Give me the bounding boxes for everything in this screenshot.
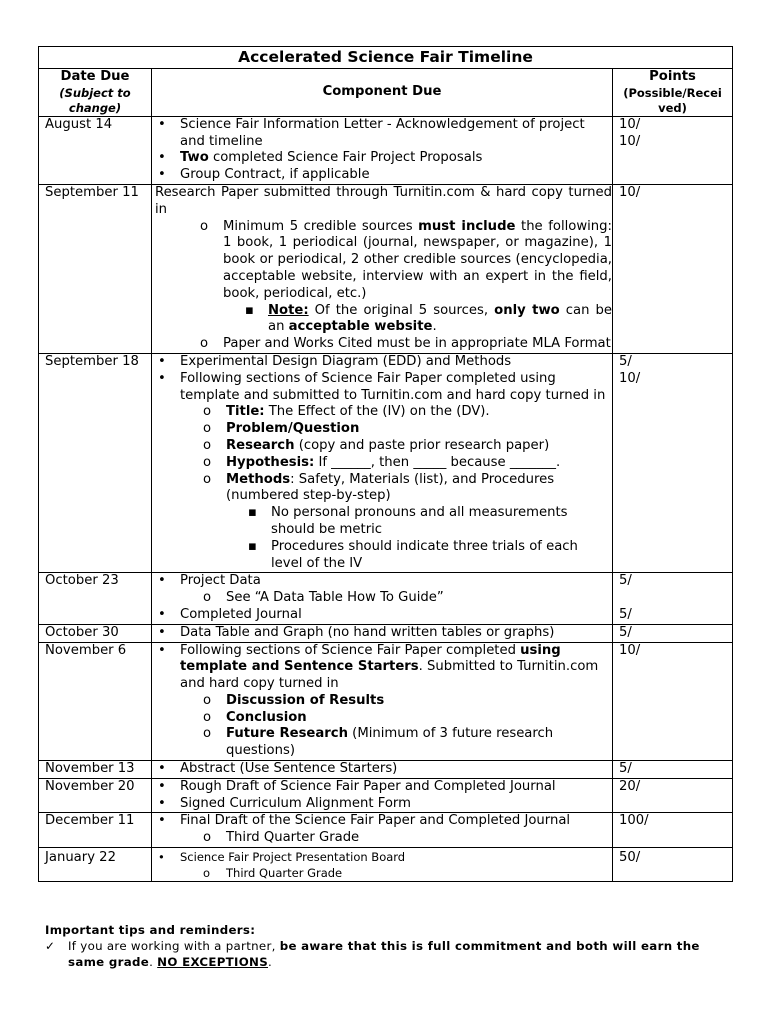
date-cell: November 13 <box>39 761 152 779</box>
points-cell: 5/ <box>613 761 733 779</box>
list-item: • Final Draft of the Science Fair Paper and Completed Journal o Third Quarter Grade <box>158 813 612 847</box>
table-row <box>39 778 733 813</box>
table-row <box>39 573 733 624</box>
table-row <box>39 184 733 353</box>
component-cell: Research Paper submitted through Turnitin.com & hard copy turned in o Minimum 5 credible sources must include the following: 1 book, 1 periodical (journal, newspaper, or magazine), 1 book or periodical, 2 other credible sources (encyclopedia, acceptable website, interview with an expert in the field, book, periodical, etc.) ▪ Note: Of the original 5 sources, only two can be an acceptable website. o Paper and Works Cited must be in appropriate MLA Format <box>152 184 613 353</box>
date-cell: December 11 <box>39 813 152 848</box>
list-item: o Third Quarter Grade <box>158 866 612 882</box>
list-item: o Minimum 5 credible sources must include the following: 1 book, 1 periodical (journal, newspaper, or magazine), 1 book or periodical, 2 other credible sources (encyclopedia, acceptable website, interview with an expert in the field, book, periodical, etc.) ▪ Note: Of the original 5 sources, only two can be an acceptable website. <box>155 219 612 337</box>
list-item: • Two completed Science Fair Project Proposals <box>158 150 612 167</box>
component-cell <box>152 624 613 642</box>
timeline-table <box>38 46 733 882</box>
component-cell <box>152 573 613 624</box>
component-cell <box>152 642 613 761</box>
tips-section <box>45 922 725 970</box>
date-cell: September 11 <box>39 184 152 353</box>
list-item: • Data Table and Graph (no hand written tables or graphs) <box>158 625 612 642</box>
points-cell: 100/ <box>613 813 733 848</box>
list-item: • Science Fair Information Letter - Acknowledgement of project and timeline <box>158 117 612 151</box>
table-row <box>39 848 733 882</box>
list-item: o Paper and Works Cited must be in appropriate MLA Format <box>155 336 612 353</box>
list-item: • Rough Draft of Science Fair Paper and Completed Journal <box>158 779 612 796</box>
points-cell: 50/ <box>613 848 733 882</box>
list-item: ▪ Procedures should indicate three trials of each level of the IV <box>158 539 612 573</box>
list-item: • Project Data o See “A Data Table How To Guide” <box>158 573 612 607</box>
date-cell: January 22 <box>39 848 152 882</box>
checkmark-icon: ✓ <box>45 939 55 953</box>
date-cell: September 18 <box>39 353 152 572</box>
list-item: o Hypothesis: If ______, then _____ because _______. <box>158 455 612 472</box>
list-item: o See “A Data Table How To Guide” <box>158 590 612 607</box>
list-item: • Abstract (Use Sentence Starters) <box>158 761 612 778</box>
header-date-due: Date Due (Subject to change) <box>39 69 152 117</box>
component-cell <box>152 848 613 882</box>
table-row <box>39 813 733 848</box>
component-cell <box>152 778 613 813</box>
header-points: Points (Possible/Received) <box>613 69 733 117</box>
list-item: • Science Fair Project Presentation Board o Third Quarter Grade <box>158 850 612 881</box>
points-cell: 20/ <box>613 778 733 813</box>
points-cell: 5/ 10/ <box>613 353 733 572</box>
table-row <box>39 116 733 184</box>
points-cell: 5/ <box>613 624 733 642</box>
table-row <box>39 761 733 779</box>
tip-item: ✓ If you are working with a partner, be aware that this is full commitment and both will earn the same grade. NO EXCEPTIONS. <box>45 939 700 969</box>
table-row <box>39 642 733 761</box>
list-item: • Experimental Design Diagram (EDD) and Methods <box>158 354 612 371</box>
list-item: • Completed Journal <box>158 607 612 624</box>
date-cell: November 20 <box>39 778 152 813</box>
header-row <box>39 69 733 117</box>
date-cell: October 30 <box>39 624 152 642</box>
points-cell: 10/ <box>613 184 733 353</box>
list-item: o Conclusion <box>158 710 612 727</box>
component-cell <box>152 761 613 779</box>
table-title: Accelerated Science Fair Timeline <box>39 47 733 69</box>
list-item: ▪ Note: Of the original 5 sources, only two can be an acceptable website. <box>155 303 612 337</box>
list-item: • Following sections of Science Fair Paper completed using template and Sentence Starters. Submitted to Turnitin.com and hard copy turned in o Discussion of Results o Conclusion o Future Research (Minimum of 3 future research questions) <box>158 643 612 761</box>
list-item: o Title: The Effect of the (IV) on the (DV). <box>158 404 612 421</box>
list-item: o Future Research (Minimum of 3 future research questions) <box>158 726 612 760</box>
list-item: • Group Contract, if applicable <box>158 167 612 184</box>
list-item: o Third Quarter Grade <box>158 830 612 847</box>
list-item: • Following sections of Science Fair Paper completed using template and submitted to Turnitin.com and hard copy turned in o Title: The Effect of the (IV) on the (DV). o Problem/Question o Research (copy and paste prior research paper) o Hypothesis: If ______, then _____ because _______. o Methods: Safety, Materials (list), and Procedures (numbered step-by-step) ▪ No personal pronouns and all measurements should be metric ▪ Procedures should indicate three trials of each level of the IV <box>158 371 612 573</box>
points-cell: 10/ <box>613 642 733 761</box>
component-cell <box>152 353 613 572</box>
table-row <box>39 624 733 642</box>
list-item: o Discussion of Results <box>158 693 612 710</box>
points-cell: 5/ 5/ <box>613 573 733 624</box>
points-cell: 10/ 10/ <box>613 116 733 184</box>
list-item: o Research (copy and paste prior research paper) <box>158 438 612 455</box>
list-item: • Signed Curriculum Alignment Form <box>158 796 612 813</box>
list-item: o Methods: Safety, Materials (list), and Procedures (numbered step-by-step) ▪ No personal pronouns and all measurements should be metric ▪ Procedures should indicate three trials of each level of the IV <box>158 472 612 573</box>
date-cell: November 6 <box>39 642 152 761</box>
tips-title: Important tips and reminders: <box>45 923 256 937</box>
header-component: Component Due <box>152 69 613 117</box>
date-cell: October 23 <box>39 573 152 624</box>
component-cell <box>152 116 613 184</box>
list-item: o Problem/Question <box>158 421 612 438</box>
component-cell <box>152 813 613 848</box>
table-row <box>39 353 733 572</box>
list-item: ▪ No personal pronouns and all measurements should be metric <box>158 505 612 539</box>
date-cell: August 14 <box>39 116 152 184</box>
